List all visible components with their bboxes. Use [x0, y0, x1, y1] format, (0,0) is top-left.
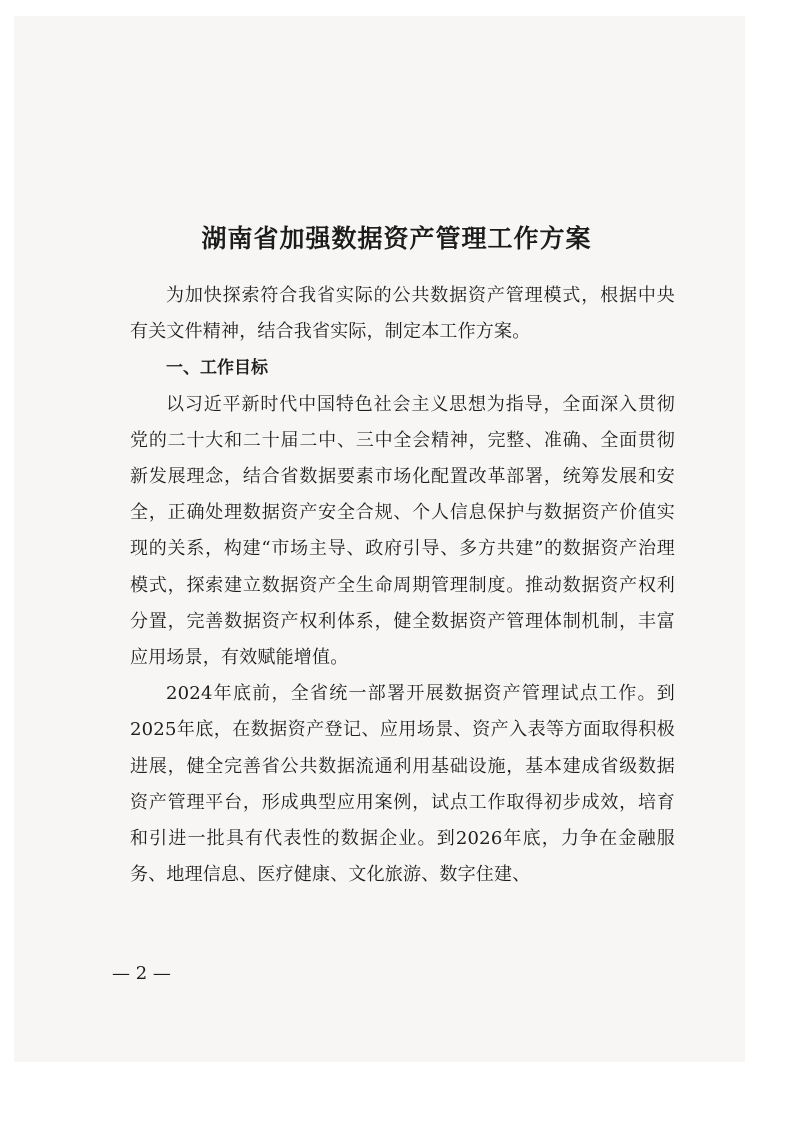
intro-paragraph: 为加快探索符合我省实际的公共数据资产管理模式，根据中央有关文件精神，结合我省实际，制定本工作方案。 [130, 285, 675, 343]
body-paragraph-2: 2024年底前，全省统一部署开展数据资产管理试点工作。到2025年底，在数据资产登记、应用场景、资产入表等方面取得积极进展，健全完善省公共数据流通利用基础设施，基本建成省级数据资产管理平台，形成典型应用案例，试点工作取得初步成效，培育和引进一批具有代表性的数据企业。到2026年底，力争在金融服务、地理信息、医疗健康、文化旅游、数字住建、 [130, 683, 675, 886]
document-body [130, 278, 675, 893]
section-heading: 一、工作目标 [166, 358, 268, 379]
body-paragraph-1: 以习近平新时代中国特色社会主义思想为指导，全面深入贯彻党的二十大和二十届二中、三中全会精神，完整、准确、全面贯彻新发展理念，结合省数据要素市场化配置改革部署，统筹发展和安全，正确处理数据资产安全合规、个人信息保护与数据资产价值实现的关系，构建“市场主导、政府引导、多方共建”的数据资产治理模式，探索建立数据资产全生命周期管理制度。推动数据资产权利分置，完善数据资产权利体系，健全数据资产管理体制机制，丰富应用场景，有效赋能增值。 [130, 393, 675, 669]
document-title: 湖南省加强数据资产管理工作方案 [201, 224, 592, 253]
page-number: — 2 — [112, 963, 171, 984]
